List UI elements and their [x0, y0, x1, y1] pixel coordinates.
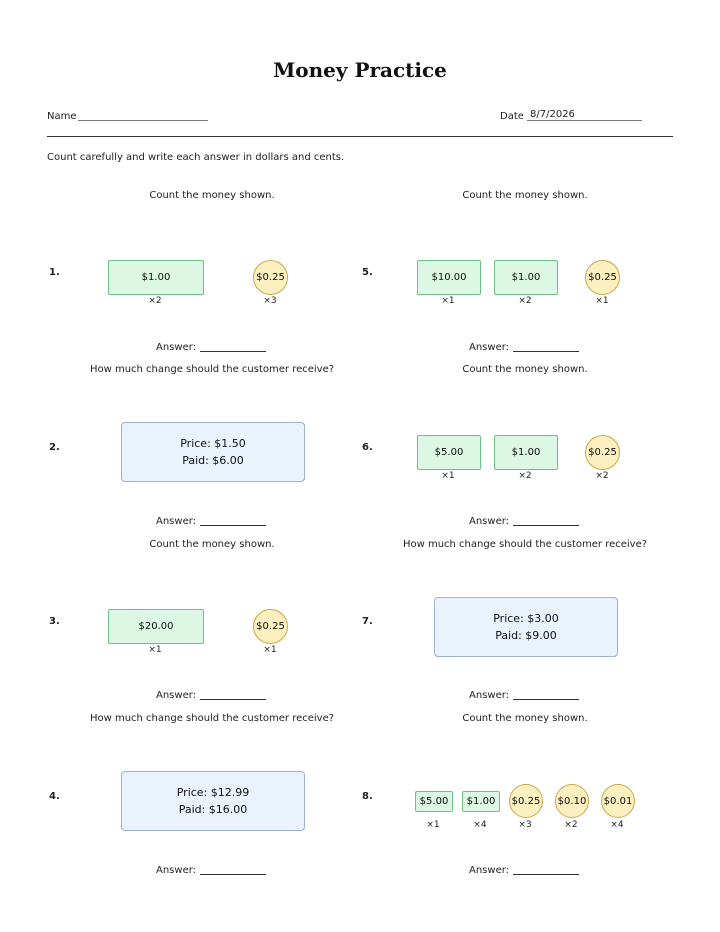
answer-line[interactable] — [200, 525, 266, 526]
bill: $5.00 — [415, 791, 453, 812]
bill-count: ×1 — [441, 471, 455, 481]
coin: $0.25 — [585, 435, 620, 470]
answer-label: Answer: — [469, 516, 510, 527]
problem-number: 6. — [362, 442, 373, 453]
price-paid-box — [434, 597, 618, 657]
price-text: Price: $12.99 — [176, 786, 250, 799]
answer-label: Answer: — [469, 690, 510, 701]
bill-count: ×1 — [426, 820, 440, 830]
bill-count: ×1 — [148, 645, 162, 655]
name-field[interactable] — [78, 120, 208, 121]
answer-blank[interactable] — [156, 342, 266, 353]
paid-text: Paid: $6.00 — [182, 454, 244, 467]
coin-count: ×3 — [518, 820, 532, 830]
answer-label: Answer: — [156, 865, 197, 876]
answer-blank[interactable] — [469, 516, 579, 527]
bill: $1.00 — [108, 260, 204, 295]
price-paid-box — [121, 771, 305, 831]
answer-blank[interactable] — [156, 865, 266, 876]
coin-count: ×2 — [595, 471, 609, 481]
date-field[interactable] — [527, 120, 642, 121]
bill: $1.00 — [494, 435, 558, 470]
problem-number: 1. — [49, 267, 60, 278]
answer-label: Answer: — [156, 516, 197, 527]
name-label: Name — [47, 111, 77, 122]
problem-prompt: Count the money shown. — [462, 713, 588, 724]
coin: $0.10 — [555, 784, 589, 818]
answer-line[interactable] — [513, 874, 579, 875]
problem-prompt: Count the money shown. — [149, 539, 275, 550]
bill: $20.00 — [108, 609, 204, 644]
coin: $0.25 — [509, 784, 543, 818]
bill: $1.00 — [462, 791, 500, 812]
paid-text: Paid: $9.00 — [495, 629, 557, 642]
coin-count: ×4 — [610, 820, 624, 830]
paid-text: Paid: $16.00 — [178, 803, 248, 816]
answer-label: Answer: — [156, 342, 197, 353]
date-value: 8/7/2026 — [530, 109, 575, 120]
problem-number: 7. — [362, 616, 373, 627]
coin: $0.25 — [253, 260, 288, 295]
problem-prompt: Count the money shown. — [462, 190, 588, 201]
bill-count: ×4 — [473, 820, 487, 830]
date-label: Date — [500, 111, 524, 122]
answer-blank[interactable] — [156, 516, 266, 527]
answer-blank[interactable] — [469, 865, 579, 876]
bill-count: ×2 — [518, 471, 532, 481]
answer-line[interactable] — [200, 699, 266, 700]
price-paid-box — [121, 422, 305, 482]
bill-count: ×2 — [518, 296, 532, 306]
bill: $10.00 — [417, 260, 481, 295]
problem-prompt: How much change should the customer receive? — [89, 364, 335, 375]
coin-count: ×1 — [263, 645, 277, 655]
problem-prompt: Count the money shown. — [149, 190, 275, 201]
answer-line[interactable] — [513, 351, 579, 352]
problem-number: 8. — [362, 791, 373, 802]
problem-prompt: How much change should the customer receive? — [89, 713, 335, 724]
bill-count: ×2 — [148, 296, 162, 306]
problem-number: 3. — [49, 616, 60, 627]
problem-number: 5. — [362, 267, 373, 278]
problem-number: 4. — [49, 791, 60, 802]
problem-prompt: How much change should the customer receive? — [402, 539, 648, 550]
coin-count: ×1 — [595, 296, 609, 306]
problem-number: 2. — [49, 442, 60, 453]
coin-count: ×2 — [564, 820, 578, 830]
bill: $5.00 — [417, 435, 481, 470]
coin-count: ×3 — [263, 296, 277, 306]
bill-count: ×1 — [441, 296, 455, 306]
worksheet-title: Money Practice — [273, 58, 447, 82]
coin: $0.01 — [601, 784, 635, 818]
answer-blank[interactable] — [156, 690, 266, 701]
answer-line[interactable] — [200, 351, 266, 352]
answer-line[interactable] — [200, 874, 266, 875]
problem-prompt: Count the money shown. — [462, 364, 588, 375]
coin: $0.25 — [253, 609, 288, 644]
instructions: Count carefully and write each answer in dollars and cents. — [47, 152, 345, 163]
price-text: Price: $1.50 — [180, 437, 246, 450]
header-divider — [47, 136, 673, 137]
answer-blank[interactable] — [469, 690, 579, 701]
answer-label: Answer: — [469, 865, 510, 876]
bill: $1.00 — [494, 260, 558, 295]
price-text: Price: $3.00 — [493, 612, 559, 625]
answer-line[interactable] — [513, 699, 579, 700]
coin: $0.25 — [585, 260, 620, 295]
answer-blank[interactable] — [469, 342, 579, 353]
answer-label: Answer: — [156, 690, 197, 701]
answer-line[interactable] — [513, 525, 579, 526]
answer-label: Answer: — [469, 342, 510, 353]
